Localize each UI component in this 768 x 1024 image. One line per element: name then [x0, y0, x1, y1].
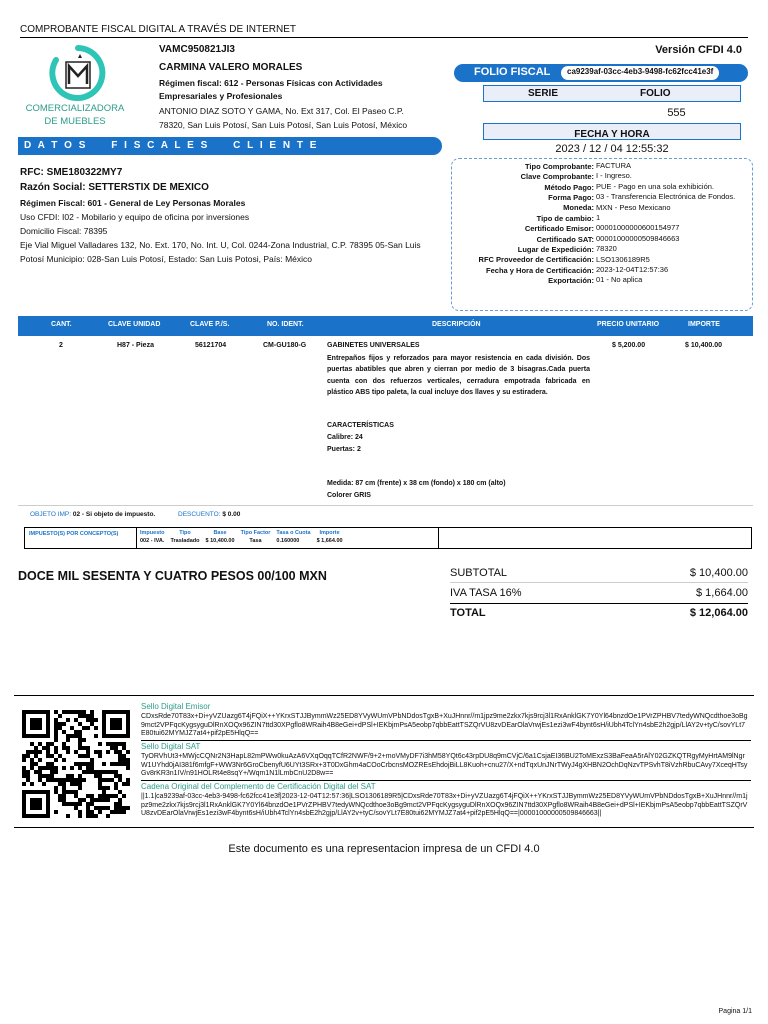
- fecha-label: FECHA Y HORA: [574, 129, 650, 140]
- item-clave-ps: 56121704: [195, 342, 227, 349]
- detail-value: I - Ingreso.: [596, 171, 632, 181]
- document-title: COMPROBANTE FISCAL DIGITAL A TRAVÉS DE INTERNET: [20, 24, 296, 35]
- client-data-bar-label: D A T O S F I S C A L E S C L I E N T E: [24, 140, 319, 151]
- client-address-2: Potosí Municipio: 028-San Luis Potosí, Estado: San Luis Potosi, País: México: [20, 254, 312, 264]
- company-logo: [44, 44, 112, 104]
- issuer-name: CARMINA VALERO MORALES: [159, 62, 303, 73]
- tax-header-impuesto: Impuesto: [140, 530, 165, 536]
- title-rule: [20, 37, 748, 38]
- issuer-regimen-2: Empresariales y Profesionales: [159, 91, 283, 101]
- item-description-body: Entrepaños fijos y reforzados para mayor resistencia en cada división. Dos puertas abatibles que abren y cierran por medio de 3 bisagras.Cada puerta cuenta con dos refuerzos verticales, cerradura empotrada fabricada en plástico ABS tipo paleta, la cual incluye dos llaves y su estiradera.: [327, 355, 590, 397]
- sello-sat-value: TyORVhUt3+MWjcCQNr2N3HapL82mPWw0kuAzA6VXqOqqTCfR2NWF/9+2+moVMyDF7i3hM58YQt6c43rpDU8q9mCVjC/6a1CsjaEI36BU2ToMExzS3BaFeaA5rAlY02GZKQTRgyMyHrtAM9lNgrW1UYhd0jAI381f6mfgF+WW3Nr6GroCbenyfU6UYt3SRx+3T0DxGhm4aCOoCrbcnsMOZREsEhdojBiLL8Kuoh+cnu27/X+ndTqxUnJNrTWyJ4gXHBN2OchDqNzvTPSvhT8iVzhRbuCAvy7XceqHTsyGv8rKR3n1IV/n91HOLRt4e8sqY+/Wqm1N1lLmbCnU2D8w==: [141, 753, 748, 778]
- item-medida: Medida: 87 cm (frente) x 38 cm (fondo) x 180 cm (alto): [327, 480, 506, 487]
- detail-label: Moneda:: [563, 203, 594, 213]
- client-domicilio: Domicilio Fiscal: 78395: [20, 226, 108, 236]
- detail-label: Certificado Emisor:: [524, 224, 594, 234]
- stamp-top-rule: [14, 695, 754, 696]
- detail-value: LSO1306189R5: [596, 254, 650, 264]
- item-cant: 2: [59, 342, 63, 349]
- client-data-bar: [18, 137, 442, 155]
- detail-label: Lugar de Expedición:: [517, 244, 594, 254]
- tax-header-tipo-factor: Tipo Factor: [240, 530, 271, 536]
- tax-value-tasa: 0.160000: [276, 538, 300, 544]
- col-header-clave-unidad: CLAVE UNIDAD: [108, 321, 161, 328]
- item-characteristic-calibre: Calibre: 24: [327, 434, 363, 441]
- col-header-no-ident: NO. IDENT.: [267, 321, 304, 328]
- detail-value: 1: [596, 213, 601, 223]
- amount-in-words: DOCE MIL SESENTA Y CUATRO PESOS 00/100 MXN: [18, 569, 327, 583]
- company-name-line2: DE MUEBLES: [44, 116, 106, 127]
- issuer-address-2: 78320, San Luis Potosí, San Luis Potosí, San Luis Potosí, México: [159, 120, 408, 130]
- fecha-value: 2023 / 12 / 04 12:55:32: [555, 143, 669, 155]
- stamp-bottom-rule: [14, 827, 754, 828]
- detail-row: [455, 203, 735, 213]
- detail-label: Método Pago:: [544, 182, 594, 192]
- col-header-descripcion: DESCRIPCIÓN: [432, 321, 481, 328]
- page-number: Pagina 1/1: [718, 1008, 752, 1015]
- descuento-label: DESCUENTO:: [178, 511, 221, 518]
- item-importe: $ 10,400.00: [685, 342, 722, 349]
- cfdi-version: Versión CFDI 4.0: [655, 44, 742, 56]
- detail-label: Clave Comprobante:: [520, 172, 594, 182]
- subtotal-value: $ 10,400.00: [689, 567, 748, 579]
- cadena-original-value: ||1.1|ca9239af-03cc-4eb3-9498-fc62fcc41e3f|2023-12-04T12:57:36|LSO1306189R5|CDxsRde70T83x+Di+yVZUazg6T4jFQiX++YKrxSTJJBymmWz25ED8YVyWUmVPbNDdosTgxB+XuJHnnr//m1jpz9me2zkx7kjs9rcj3l1RxAnklGK7Y0Yl64bnzdOe1PVrZPHBV7tedyWNQcdthoe3oBg9mct2VPFqcKygsyguDlRnXOQx96ZIN7ttd30XPgflo8WRaih4B8eGei+dPSl+IEKbjmPsA5eobp7qbbEattTSZQrVU8zvDEarOlaVrwjEs1ezi3wF4bynt6sH/iUbh4TclYn4sbE2h2gjp/LlAY2v+tyC/sovYLt7E80tui62MYMJZ7at4+pif2pE5HlqQ==|00001000000509846663||: [141, 793, 748, 818]
- tax-header-tasa: Tasa o Cuota: [276, 530, 311, 536]
- item-precio: $ 5,200.00: [612, 342, 646, 349]
- tax-value-row: [137, 537, 346, 545]
- company-name-line1: COMERCIALIZADORA: [25, 103, 125, 114]
- sello-emisor-rule: [141, 740, 751, 741]
- item-clave-unidad: H87 - Pieza: [117, 342, 154, 349]
- tax-value-tipo-factor: Tasa: [249, 538, 262, 544]
- objeto-imp-label: OBJETO IMP:: [30, 511, 72, 518]
- detail-label: Tipo Comprobante:: [524, 161, 594, 171]
- col-header-importe: IMPORTE: [688, 321, 720, 328]
- items-table-header: [18, 316, 753, 336]
- sello-emisor-label: Sello Digital Emisor: [141, 702, 211, 711]
- detail-value: 03 - Transferencia Electrónica de Fondos.: [596, 192, 736, 202]
- tax-table: [137, 529, 346, 545]
- detail-value: 00001000000600154977: [596, 223, 680, 233]
- tax-table-divider: [438, 527, 439, 549]
- detail-value: 2023-12-04T12:57:36: [596, 265, 669, 275]
- iva-value: $ 1,664.00: [696, 587, 748, 599]
- tax-value-importe: $ 1,664.00: [316, 538, 343, 544]
- total-value: $ 12,064.00: [689, 607, 748, 619]
- total-label: TOTAL: [450, 607, 486, 619]
- tax-header-row: [137, 529, 346, 537]
- detail-value: FACTURA: [596, 161, 632, 170]
- detail-label: RFC Proveedor de Certificación:: [478, 255, 594, 265]
- detail-value: 78320: [596, 244, 617, 254]
- tax-header-base: Base: [213, 530, 227, 536]
- tax-value-impuesto: 002 - IVA.: [140, 538, 165, 544]
- tax-value-tipo: Trasladado: [170, 538, 200, 544]
- item-color: Colorer GRIS: [327, 492, 371, 499]
- items-divider: [18, 505, 753, 506]
- detail-label: Certificado SAT:: [536, 234, 594, 244]
- objeto-imp-value: 02 - Si objeto de impuesto.: [72, 511, 156, 518]
- qr-code-icon: [22, 710, 130, 818]
- sello-sat-rule: [141, 780, 751, 781]
- sello-emisor-value: CDxsRde70T83x+Di+yVZUazg6T4jFQiX++YKrxSTJJBymmWz25ED8YVyWUmVPbNDdosTgxB+XuJHnnr//m1jpz9me2zkx7kjs9rcj3l1RxAnklGK7Y0Yl64bnzdOe1PVrZPHBV7tedyWNQcdthoe3oBg9mct2VPFqcKygsyguDlRnXOQx96ZIN7ttd30XPgflo8WRaih4B8eGei+dPSl+IEKbjmPsA5eobp7qbbEattTSZQrVU8zvDEarOlaVrwjEs1ezi3wF4bynt6sH/iUbh4TclYn4sbE2h2gjp/LlAY2v+tyC/sovYLt7E80tui62MYMJZ7at4+pif2pE5HlqQ==: [141, 713, 748, 738]
- detail-row: [455, 192, 735, 202]
- objeto-imp: [30, 511, 155, 518]
- detail-value: PUE - Pago en una sola exhibición.: [596, 181, 714, 191]
- col-header-cant: CANT.: [51, 321, 72, 328]
- item-characteristic-puertas: Puertas: 2: [327, 446, 361, 453]
- detail-row: [455, 275, 735, 285]
- client-address-1: Eje Vial Miguel Valladares 132, No. Ext. 170, No. Int. U, Col. 0244-Zona Industrial, C.P. 78395 05-San Luis: [20, 240, 421, 250]
- fecha-header: [483, 123, 741, 140]
- tax-header-importe: Importe: [319, 530, 340, 536]
- folio-fiscal-value: ca9239af-03cc-4eb3-9498-fc62fcc41e3f: [561, 66, 719, 80]
- detail-row: [455, 265, 735, 275]
- detail-label: Forma Pago:: [548, 192, 594, 202]
- serie-folio-header: [483, 85, 741, 102]
- descuento: [178, 511, 240, 518]
- folio-fiscal-bar: [454, 64, 748, 82]
- tax-header-tipo: Tipo: [179, 530, 191, 536]
- col-header-clave-ps: CLAVE P./S.: [190, 321, 230, 328]
- detail-row: [455, 234, 735, 244]
- client-uso-cfdi: Uso CFDI: I02 - Mobilario y equipo de oficina por inversiones: [20, 212, 250, 222]
- tax-label: IMPUESTO(S) POR CONCEPTO(S): [29, 531, 119, 537]
- cadena-original-label: Cadena Original del Complemento de Certificación Digital del SAT: [141, 782, 376, 791]
- detail-row: [455, 255, 735, 265]
- detail-label: Fecha y Hora de Certificación:: [486, 265, 594, 275]
- col-header-precio-unitario: PRECIO UNITARIO: [597, 321, 660, 328]
- invoice-details: [455, 161, 751, 286]
- tax-value-base: $ 10,400.00: [205, 538, 235, 544]
- tax-table-box: [24, 527, 752, 549]
- detail-row: [455, 244, 735, 254]
- detail-row: [455, 223, 735, 233]
- folio-value: 555: [667, 107, 686, 119]
- detail-row: [455, 213, 735, 223]
- issuer-address-1: ANTONIO DIAZ SOTO Y GAMA, No. Ext 317, Col. El Paseo C.P.: [159, 106, 404, 116]
- sello-sat-label: Sello Digital SAT: [141, 742, 201, 751]
- descuento-value: $ 0.00: [222, 511, 241, 518]
- serie-label: SERIE: [528, 88, 559, 99]
- detail-label: Tipo de cambio:: [536, 213, 594, 223]
- issuer-rfc: VAMC950821JI3: [159, 44, 235, 55]
- detail-label: Exportación:: [548, 276, 594, 286]
- folio-label: FOLIO: [640, 88, 671, 99]
- client-regimen: Régimen Fiscal: 601 - General de Ley Personas Morales: [20, 198, 246, 208]
- iva-label: IVA TASA 16%: [450, 587, 522, 599]
- detail-row: [455, 161, 735, 171]
- issuer-regimen-1: Régimen fiscal: 612 - Personas Físicas con Actividades: [159, 78, 383, 88]
- item-no-ident: CM-GU180-G: [263, 342, 307, 349]
- detail-row: [455, 182, 735, 192]
- item-description-title: GABINETES UNIVERSALES: [327, 342, 420, 349]
- client-razon-social: Razón Social: SETTERSTIX DE MEXICO: [20, 182, 209, 193]
- footer-note: Este documento es una representacion impresa de un CFDI 4.0: [228, 843, 540, 855]
- client-rfc: RFC: SME180322MY7: [20, 167, 123, 178]
- logo-icon: [44, 44, 112, 104]
- detail-value: 01 - No aplica: [596, 275, 643, 285]
- qr-code: [22, 710, 130, 818]
- detail-value: 00001000000509846663: [596, 233, 680, 243]
- detail-value: MXN - Peso Mexicano: [596, 202, 671, 212]
- item-characteristics-title: CARACTERÍSTICAS: [327, 422, 394, 429]
- subtotal-label: SUBTOTAL: [450, 567, 508, 579]
- folio-fiscal-label: FOLIO FISCAL: [474, 66, 551, 78]
- subtotal-rule: [450, 582, 748, 583]
- total-rule: [450, 603, 748, 604]
- detail-row: [455, 171, 735, 181]
